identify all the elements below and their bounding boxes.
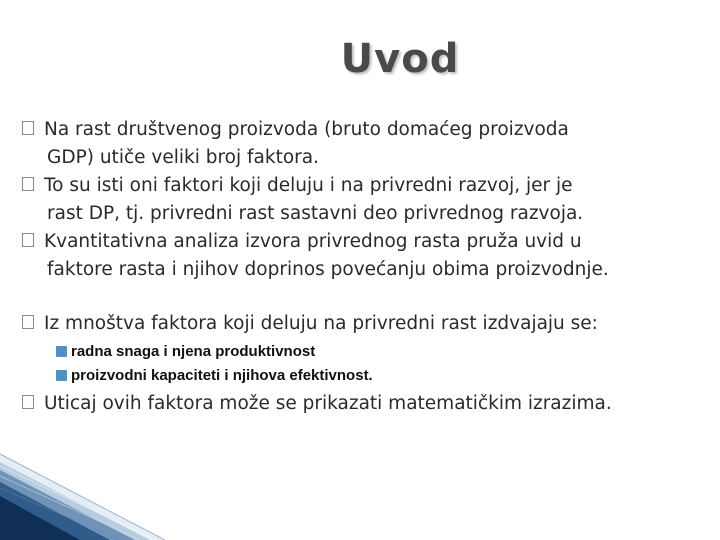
checkbox-bullet-icon: [56, 370, 67, 381]
bullet-text-line: Kvantitativna analiza izvora privrednog rasta pruža uvid u: [44, 231, 582, 252]
sub-item-text: proizvodni kapaciteti i njihova efektivnost.: [71, 367, 373, 384]
bullet-text-line: Uticaj ovih faktora može se prikazati matematičkim izrazima.: [44, 393, 612, 414]
sub-list-item: [56, 366, 373, 386]
list-item: [22, 228, 702, 284]
bullet-text-line: GDP) utiče veliki broj faktora.: [47, 147, 319, 168]
bullet-text-line: Na rast društvenog proizvoda (bruto domaćeg proizvoda: [44, 119, 569, 140]
list-item: [22, 172, 702, 228]
bullet-text-line: faktore rasta i njihov doprinos povećanju obima proizvodnje.: [47, 259, 609, 280]
square-bullet-icon: [22, 315, 34, 329]
sub-list-item: [56, 342, 315, 362]
page-title: Uvod: [340, 36, 460, 82]
list-item: [22, 310, 702, 338]
square-bullet-icon: [22, 177, 34, 191]
bullet-text-line: Iz mnoštva faktora koji deluju na privredni rast izdvajaju se:: [44, 313, 598, 334]
sub-item-text: radna snaga i njena produktivnost: [71, 343, 316, 360]
list-item: [22, 116, 702, 172]
square-bullet-icon: [22, 233, 34, 247]
square-bullet-icon: [22, 121, 34, 135]
bullet-text-line: rast DP, tj. privredni rast sastavni deo privrednog razvoja.: [47, 203, 584, 224]
checkbox-bullet-icon: [56, 346, 67, 357]
list-item: [22, 390, 702, 418]
corner-decoration: [0, 440, 200, 540]
bullet-text-line: To su isti oni faktori koji deluju i na privredni razvoj, jer je: [44, 175, 573, 196]
square-bullet-icon: [22, 395, 34, 409]
